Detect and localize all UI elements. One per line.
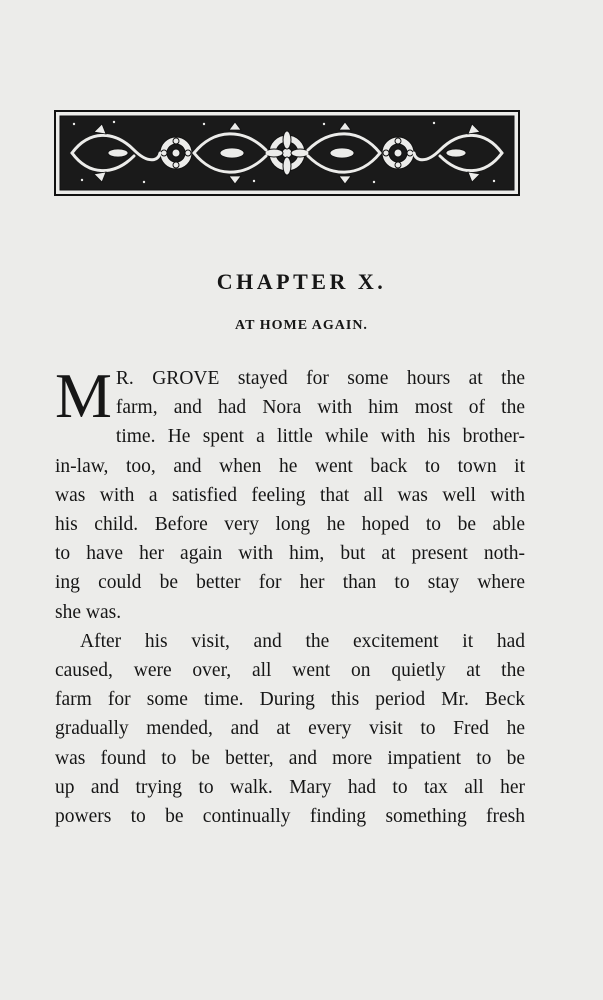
paragraph [55, 627, 525, 831]
text-line: was found to be better, and more impatient to be [55, 747, 525, 769]
ornamental-headpiece [54, 110, 520, 196]
text-line: gradually mended, and at every visit to Fred he [55, 718, 525, 740]
text-line: ing could be better for her than to stay where [55, 572, 525, 594]
text-line: powers to be continually finding something fresh [55, 806, 525, 828]
body-text [55, 360, 525, 831]
text-line: After his visit, and the excitement it had [80, 630, 525, 652]
text-line: in-law, too, and when he went back to town it [55, 455, 525, 477]
drop-cap: M [55, 360, 112, 431]
text-line: farm for some time. During this period Mr. Beck [55, 689, 525, 711]
text-line: his child. Before very long he hoped to be able [55, 514, 525, 536]
text-line: farm, and had Nora with him most of the [115, 397, 525, 419]
paragraph [55, 360, 525, 627]
text-line: was with a satisfied feeling that all was well with [55, 484, 525, 506]
text-line: time. He spent a little while with his brother- [115, 426, 525, 448]
text-line: to have her again with him, but at present noth- [55, 543, 525, 565]
ornament-icon [54, 110, 520, 196]
chapter-title: CHAPTER X. [216, 269, 387, 294]
chapter-subtitle: AT HOME AGAIN. [235, 318, 368, 333]
text-line: up and trying to walk. Mary had to tax all her [55, 776, 525, 798]
text-line: R. GROVE stayed for some hours at the [115, 368, 525, 389]
text-line: caused, were over, all went on quietly at the [55, 660, 525, 682]
text-line: she was. [55, 601, 122, 623]
